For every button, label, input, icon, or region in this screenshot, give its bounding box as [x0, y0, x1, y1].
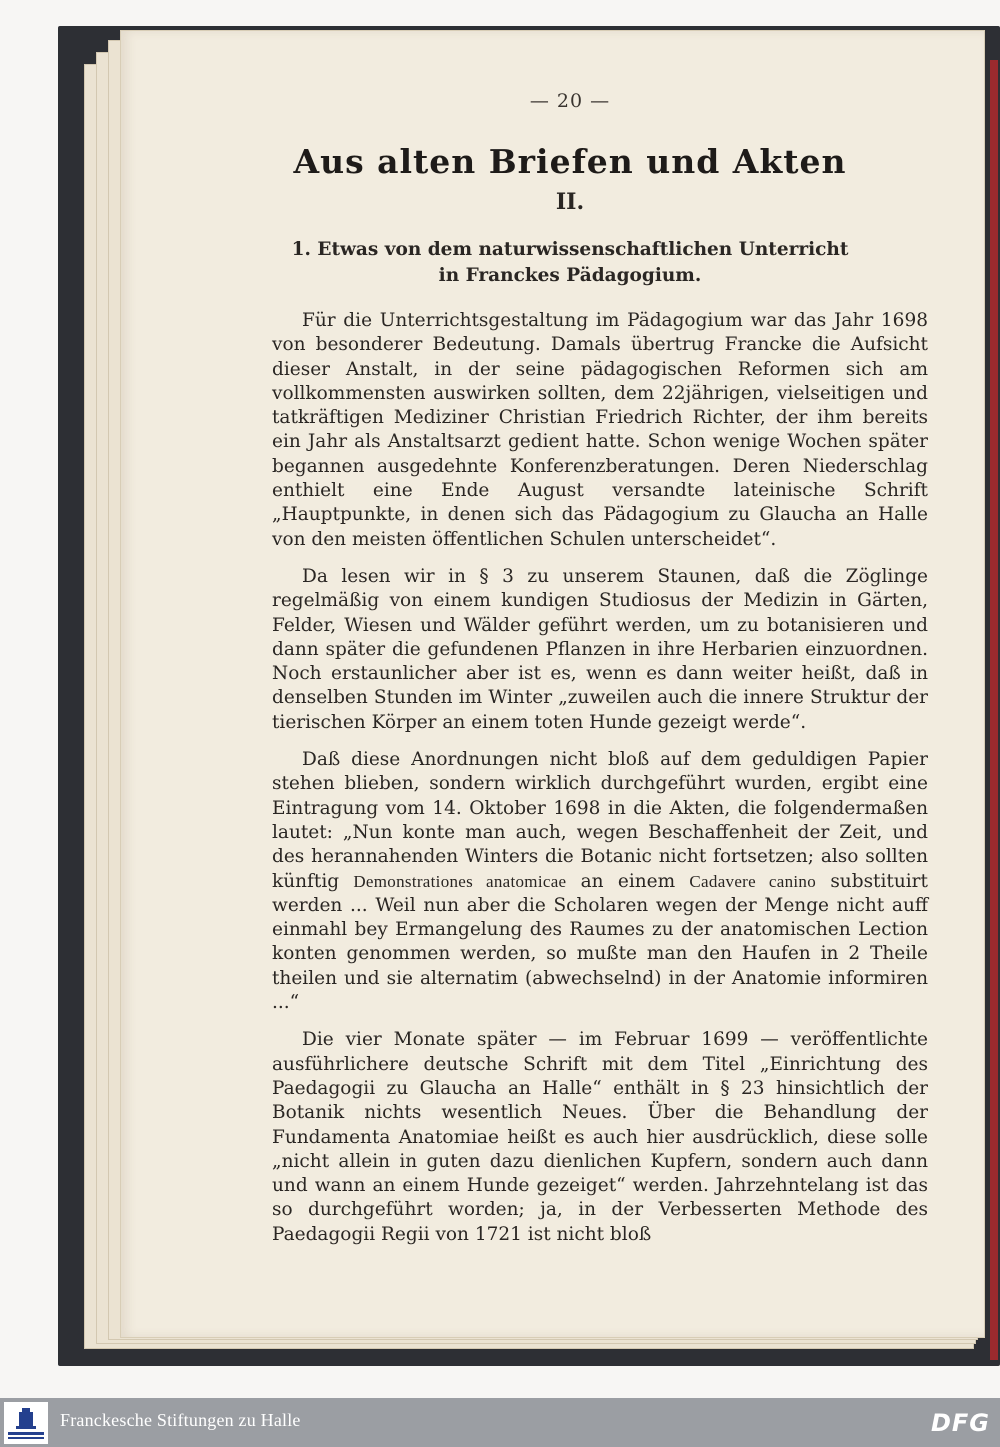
paragraph: Die vier Monate später — im Februar 1699 — veröffentlichte ausführlichere deutsche Schrift mit dem Titel „Einrichtung des Paedagogii zu Glaucha an Halle“ enthält in § 23 hinsichtlich der Botanik nichts wesentlich Neues. Über die Behandlung der Fundamenta Anatomiae heißt es auch hier ausdrücklich, diese solle „nicht allein in guten dazu dienlichen Kupfern, sondern auch dann und wann an einem Hunde gezeiget“ werden. Jahrzehntelang ist das so durchgeführt worden; ja, in der Verbesserten Methode des Paedagogii Regii von 1721 ist nicht bloß: [272, 1029, 928, 1245]
body-text: [272, 309, 928, 1247]
section-heading: [242, 237, 898, 289]
latin-term: Cadavere canino: [689, 871, 817, 891]
paragraph: Da lesen wir in § 3 zu unserem Staunen, daß die Zöglinge regelmäßig von einem kundigen Studiosus der Medizin in Gärten, Felder, Wiesen und Wälder geführt werden, um zu botanisieren und dann später die gefundenen Pflanzen in ihre Herbarien einzuordnen. Noch erstaunlicher aber ist es, wenn es dann weiter heißt, daß in denselben Stunden im Winter „zuweilen auch die innere Struktur der tierischen Körper an einem toten Hunde gezeigt werde“.: [272, 565, 928, 733]
section-heading-line: in Franckes Pädagogium.: [438, 265, 702, 286]
dfg-logo[interactable]: DFG: [930, 1409, 990, 1437]
part-number: II.: [555, 189, 585, 215]
franckesche-stiftungen-logo[interactable]: [4, 1402, 48, 1444]
footer-title[interactable]: Franckesche Stiftungen zu Halle: [60, 1410, 301, 1430]
paragraph-text: Daß diese Anordnungen nicht bloß auf dem geduldigen Papier stehen blieben, sondern wirklich durchgeführt wurden, ergibt eine Eintragung vom 14. Oktober 1698 in die Akten, die folgendermaßen lautet: „Nun konte man auch, wegen Beschaffenheit der Zeit, und des herannahenden Winters die Botanic nicht fortsetzen; also sollten künftig: [272, 749, 928, 892]
viewer-footer-bar: [0, 1398, 1000, 1447]
section-heading-line: 1. Etwas von dem naturwissenschaftlichen Unterricht: [291, 239, 849, 260]
book-cover-edge: [990, 60, 998, 1360]
page-content: [272, 90, 928, 1260]
latin-term: Demonstrationes anatomicae: [353, 871, 567, 891]
page-number: — 20 —: [529, 90, 611, 112]
paragraph: Für die Unterrichtsgestaltung im Pädagogium war das Jahr 1698 von besonderer Bedeutung. Damals übertrug Francke die Aufsicht dieser Anstalt, in der seine pädagogischen Reformen sich am vollkommensten auswirken sollten, dem 22jährigen, vielseitigen und tatkräftigen Mediziner Christian Friedrich Richter, der ihm bereits ein Jahr als Anstaltsarzt gedient hatte. Schon wenige Wochen später begannen ausgedehnte Konferenzberatungen. Deren Niederschlag enthielt eine Ende August versandte lateinische Schrift „Hauptpunkte, in denen sich das Pädagogium zu Glaucha an Halle von den meisten öffentlichen Schulen unterscheidet“.: [272, 310, 928, 550]
paragraph-text: substituirt werden ... Weil nun aber die Scholaren wegen der Menge nicht auff einmahl bey Ermangelung des Raumes zu der anatomischen Lection konten genommen werden, so mußte man den Haufen in 2 Theile theilen und sie alternatim (abwechselnd) in der Anatomie informiren ...“: [272, 870, 928, 1014]
chapter-title: Aus alten Briefen und Akten: [293, 142, 847, 181]
paragraph: [272, 748, 928, 1015]
paragraph-text: an einem: [580, 870, 676, 892]
